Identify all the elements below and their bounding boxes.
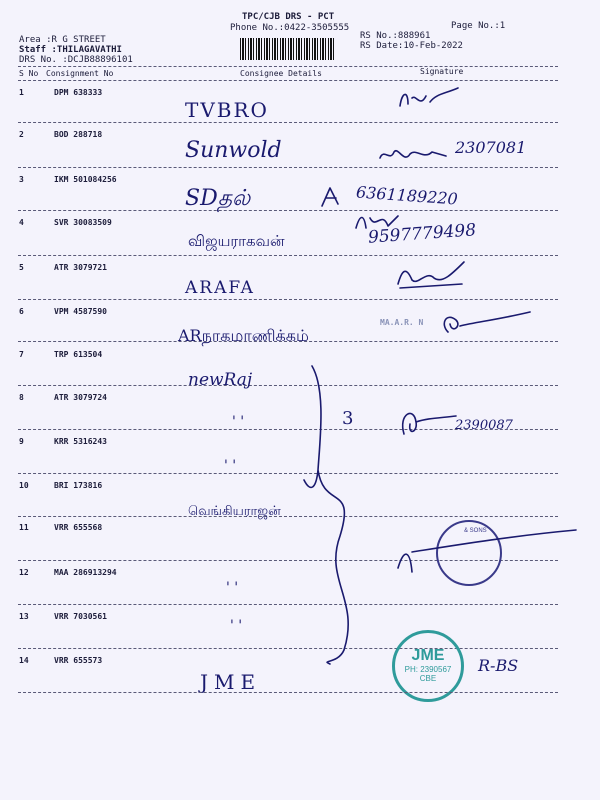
row-divider (18, 648, 558, 649)
row-divider (18, 604, 558, 605)
row-divider (18, 299, 558, 300)
row-number: 10 (19, 481, 29, 490)
column-consignment: Consignment No (46, 69, 114, 78)
consignment-number: VRR 655568 (54, 523, 103, 532)
row4-consignee-handwriting: விஜயராகவன் (188, 232, 285, 250)
row1-signature (396, 84, 466, 114)
header-divider (18, 66, 558, 67)
phone-number: Phone No.:0422-3505555 (230, 23, 350, 33)
row5-signature (392, 258, 470, 292)
row-number: 3 (19, 175, 24, 184)
row-divider (18, 255, 558, 256)
consignment-number: DPM 638333 (54, 88, 103, 97)
consignment-number: VRR 655573 (54, 656, 103, 665)
row11-consignee-handwriting: வெங்கியராஜன் (188, 504, 281, 519)
row-number: 6 (19, 307, 24, 316)
consignment-number: VRR 7030561 (54, 612, 107, 621)
row12-signature (390, 528, 580, 588)
row2-signature-number: 2307081 (455, 138, 527, 157)
area-label: Area :R G STREET (19, 35, 106, 45)
barcode (240, 38, 336, 60)
row-divider (18, 516, 558, 517)
row7-consignee-handwriting: newRaj (188, 370, 253, 390)
row-divider (18, 210, 558, 211)
row-divider (18, 385, 558, 386)
row5-consignee-handwriting: ARAFA (185, 278, 255, 298)
row13-ditto: ' ' (230, 618, 243, 634)
row6-signature (436, 306, 536, 340)
row-number: 7 (19, 350, 24, 359)
row-number: 13 (19, 612, 29, 621)
rs-date: RS Date:10-Feb-2022 (360, 41, 463, 51)
consignment-number: ATR 3079724 (54, 393, 107, 402)
row-number: 9 (19, 437, 24, 446)
firm-round-stamp: & SONS (436, 520, 502, 586)
row-number: 4 (19, 218, 24, 227)
column-sno: S No (19, 69, 39, 78)
row-number: 2 (19, 130, 24, 139)
row6-consignee-handwriting: ARநாகமாணிக்கம் (178, 326, 309, 345)
consignment-number: KRR 5316243 (54, 437, 107, 446)
row2-signature (376, 142, 451, 168)
row-number: 14 (19, 656, 29, 665)
row9-ditto: ' ' (224, 458, 237, 474)
consignment-number: ATR 3079721 (54, 263, 107, 272)
column-consignee-details: Consignee Details (240, 69, 322, 78)
row8-signature-number: 2390087 (455, 418, 513, 433)
route-header: TPC/CJB DRS - PCT (242, 12, 335, 22)
row3-phone: 6361189220 (355, 182, 459, 209)
consignment-number: TRP 613504 (54, 350, 103, 359)
row-number: 8 (19, 393, 24, 402)
page-number: Page No.:1 (451, 21, 506, 31)
consignment-number: MAA 286913294 (54, 568, 117, 577)
column-signature: Signature (420, 67, 464, 76)
row-number: 11 (19, 523, 29, 532)
row8-signature (396, 404, 460, 440)
row8-ditto: ' ' (232, 414, 245, 430)
row-number: 5 (19, 263, 24, 272)
consignment-number: SVR 30083509 (54, 218, 112, 227)
row-divider (18, 167, 558, 168)
row3-signature (316, 184, 356, 210)
row2-consignee-handwriting: Sunwold (185, 138, 282, 163)
row3-consignee-handwriting: SDதல் (185, 186, 251, 211)
row14-signature: R-BS (478, 656, 519, 675)
row-divider (18, 473, 558, 474)
consignment-number: IKM 501084256 (54, 175, 117, 184)
footer-divider (18, 692, 558, 693)
rs-number: RS No.:888961 (360, 31, 431, 41)
jme-round-stamp: JME PH: 2390567 CBE (392, 630, 464, 702)
consignment-number: BRI 173816 (54, 481, 103, 490)
consignment-number: VPM 4587590 (54, 307, 107, 316)
row-divider (18, 122, 558, 123)
row8-count: 3 (342, 408, 354, 429)
column-divider (18, 80, 558, 81)
row14-consignee-handwriting: JME (200, 670, 262, 694)
row4-phone: 9597779498 (367, 220, 477, 248)
consignment-number: BOD 288718 (54, 130, 103, 139)
row-number: 12 (19, 568, 29, 577)
row1-consignee-handwriting: TVBRO (185, 98, 269, 122)
grouping-brace (300, 360, 370, 670)
staff-label: Staff :THILAGAVATHI (19, 45, 122, 55)
row6-stamp: MA.A.R. N (380, 318, 424, 327)
row-number: 1 (19, 88, 24, 97)
row12-ditto: ' ' (226, 580, 239, 596)
drs-number: DRS No. :DCJB88896101 (19, 55, 133, 65)
